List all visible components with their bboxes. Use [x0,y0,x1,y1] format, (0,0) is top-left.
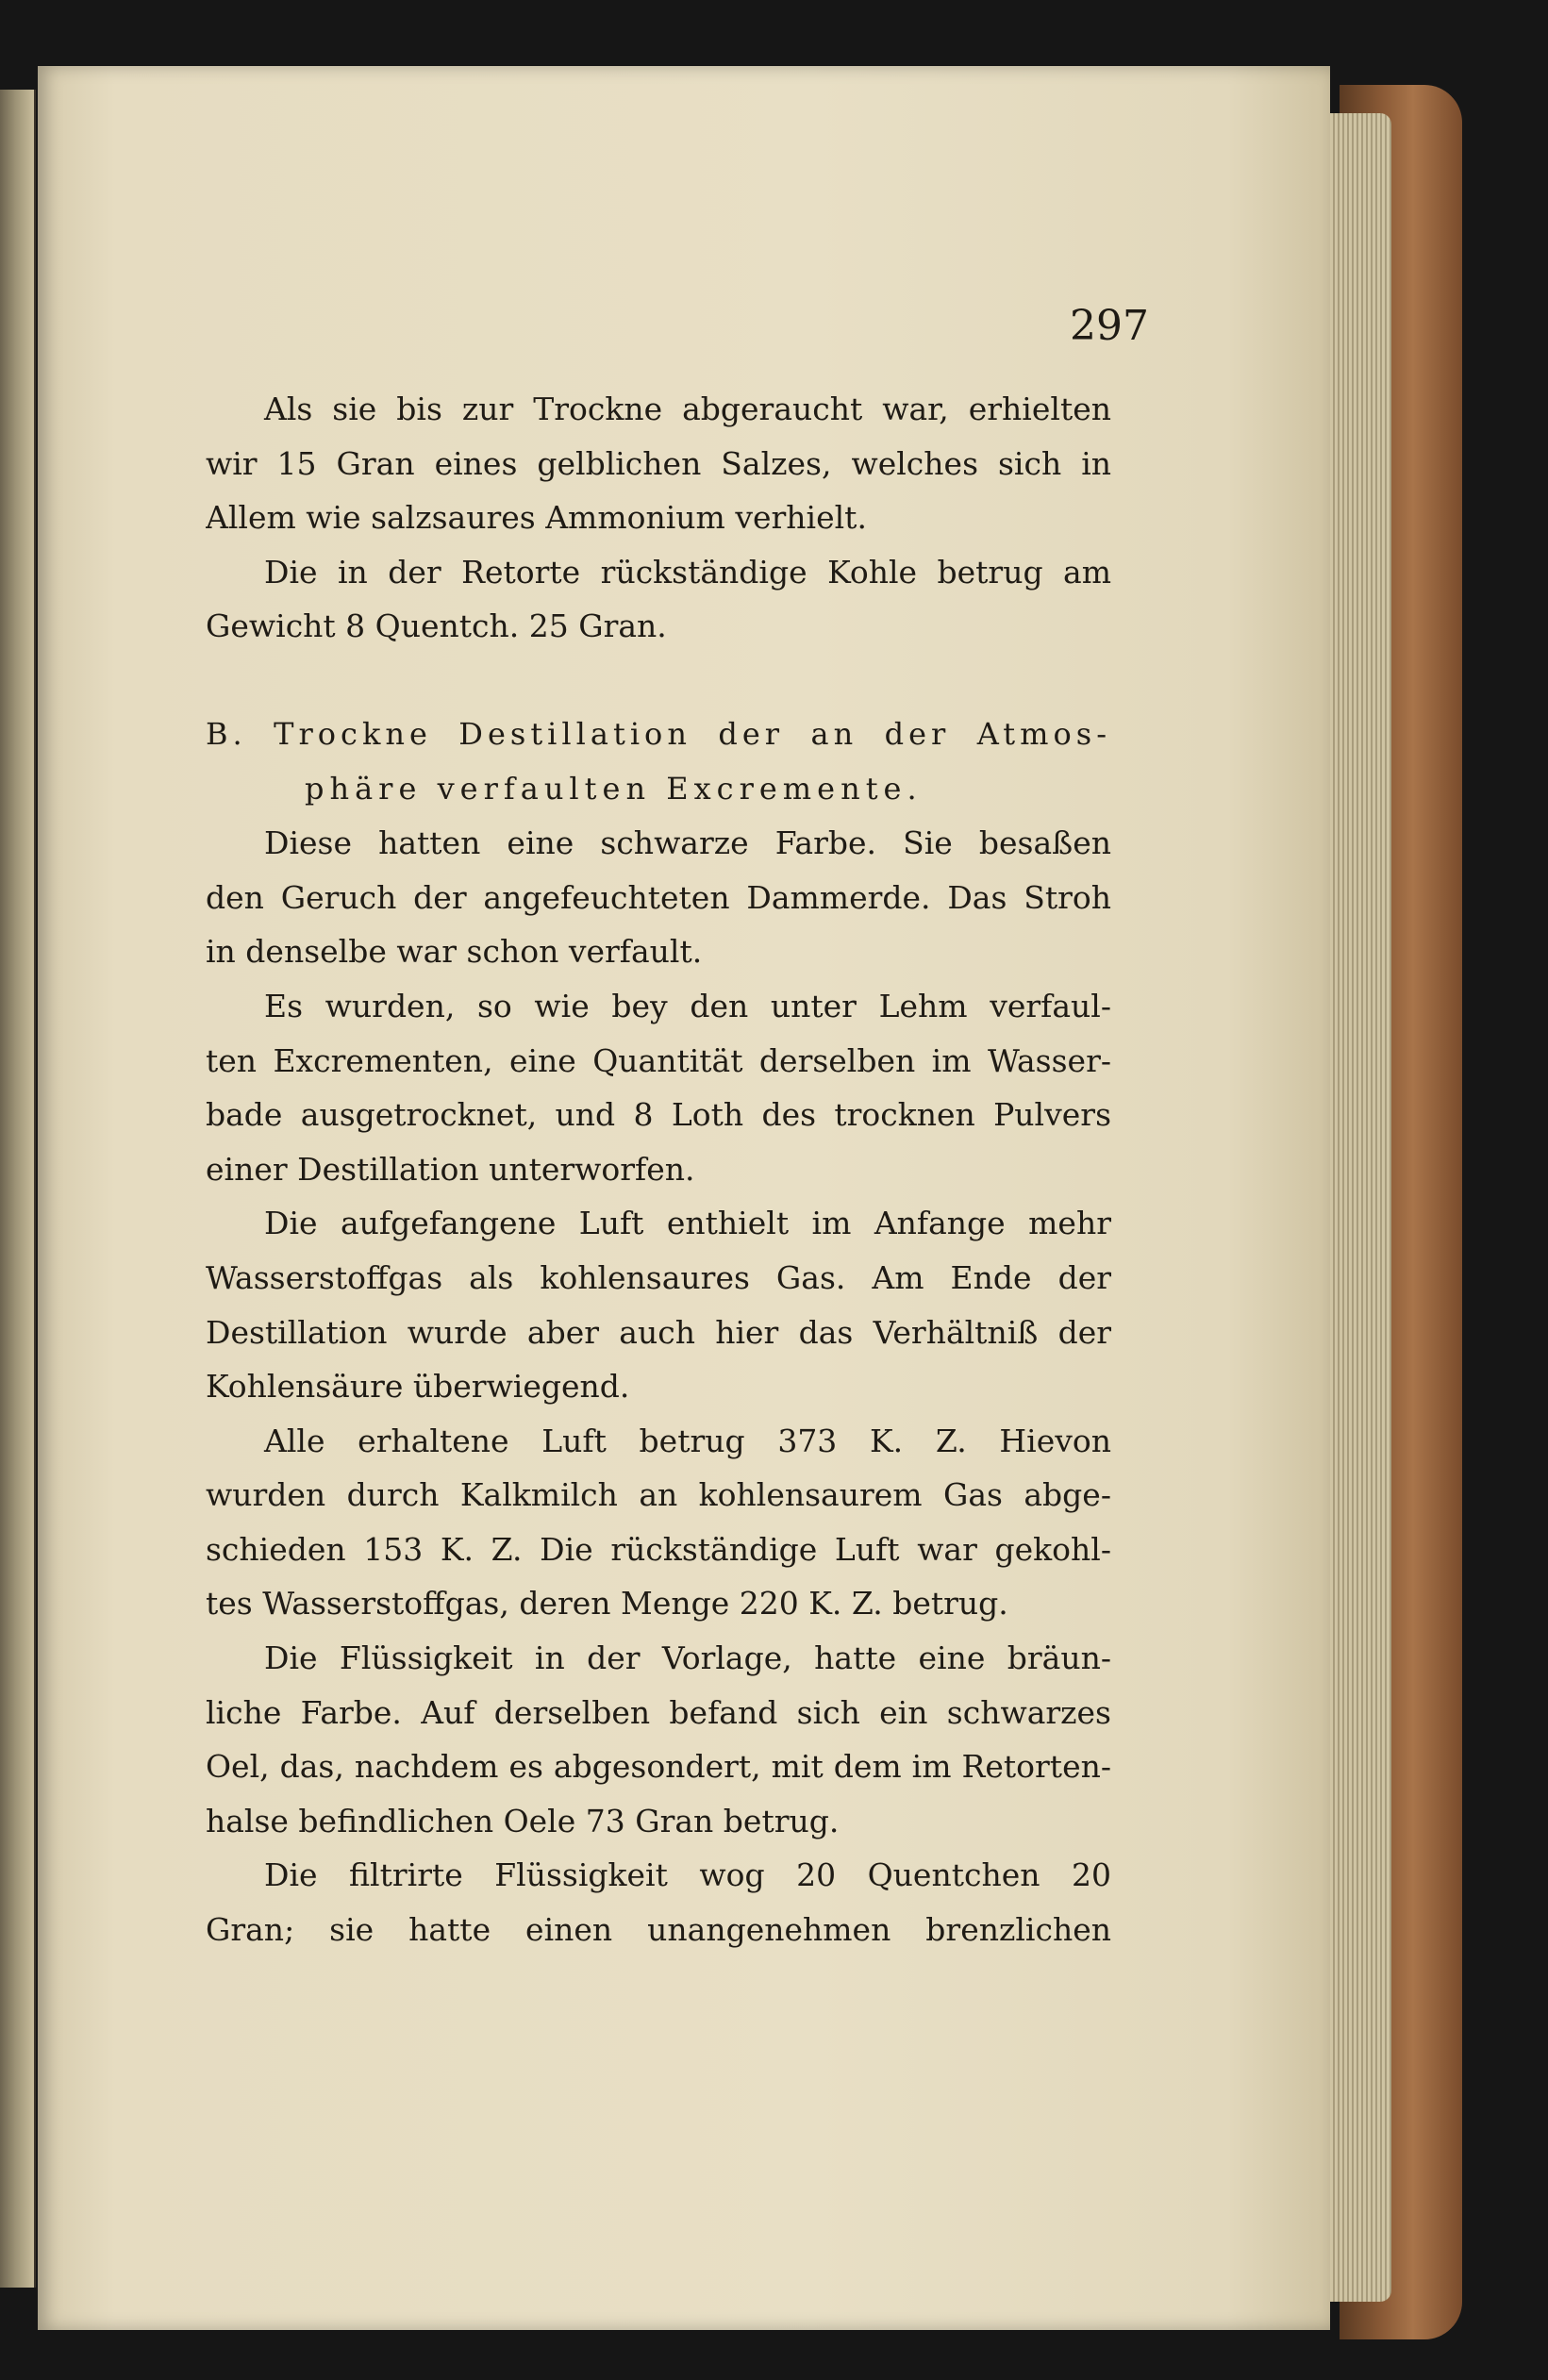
text-line: Als sie bis zur Trockne abgeraucht war, erhielten [264,391,1111,427]
paragraph [206,545,1111,654]
paragraph [206,1196,1111,1413]
text-line: Die filtrirte Flüssigkeit wog 20 Quentchen 20 [264,1856,1111,1894]
text-line: Kohlensäure überwiegend. [206,1368,630,1406]
text-line: Gran; sie hatte einen unangenehmen brenzlichen [206,1911,1111,1949]
paragraph [206,1414,1111,1631]
text-line: Die in der Retorte rückständige Kohle betrug am [264,553,1111,591]
text-line: einer Destillation unterworfen. [206,1150,695,1188]
text-line: Diese hatten eine schwarze Farbe. Sie besaßen [264,824,1111,862]
text-line: Alle erhaltene Luft betrug 373 K. Z. Hievon [264,1422,1111,1459]
paragraph [206,1631,1111,1848]
text-line: in denselbe war schon verfault. [206,933,703,971]
paragraph [206,1848,1111,1956]
text-line: Destillation wurde aber auch hier das Verhältniß der [206,1313,1111,1351]
paragraph [206,979,1111,1196]
text-line: halse befindlichen Oele 73 Gran betrug. [206,1802,840,1839]
text-line: Gewicht 8 Quentch. 25 Gran. [206,607,667,645]
text-line: Allem wie salzsaures Ammonium verhielt. [206,499,867,537]
text-line: ten Excrementen, eine Quantität derselben im Wasser- [206,1041,1111,1079]
text-line: bade ausgetrocknet, und 8 Loth des trocknen Pulvers [206,1096,1111,1134]
page-text-body [206,382,1111,1957]
text-line: schieden 153 K. Z. Die rückständige Luft war gekohl- [206,1530,1111,1568]
paragraph [206,816,1111,979]
heading-line: B. Trockne Destillation der an der Atmos- [206,715,1111,752]
text-line: Die aufgefangene Luft enthielt im Anfange mehr [264,1205,1111,1242]
text-line: liche Farbe. Auf derselben befand sich ein schwarzes [206,1693,1111,1731]
text-line: wurden durch Kalkmilch an kohlensaurem Gas abge- [206,1476,1111,1514]
text-line: den Geruch der angefeuchteten Dammerde. Das Stroh [206,878,1111,916]
text-line: Oel, das, nachdem es abgesondert, mit dem im Retorten- [206,1748,1111,1786]
page-number: 297 [1070,302,1149,350]
text-line: tes Wasserstoffgas, deren Menge 220 K. Z. betrug. [206,1585,1008,1623]
blank-line [206,654,1111,707]
text-line: Die Flüssigkeit in der Vorlage, hatte eine bräun- [264,1639,1111,1677]
section-heading [206,707,1111,816]
text-line: wir 15 Gran eines gelblichen Salzes, welches sich in [206,444,1111,482]
text-line: Wasserstoffgas als kohlensaures Gas. Am Ende der [206,1258,1111,1296]
paragraph [206,382,1111,545]
previous-page-edge [0,90,36,2288]
text-line: Es wurden, so wie bey den unter Lehm verfaul- [264,987,1111,1024]
heading-line: phäre verfaulten Excremente. [305,770,923,807]
